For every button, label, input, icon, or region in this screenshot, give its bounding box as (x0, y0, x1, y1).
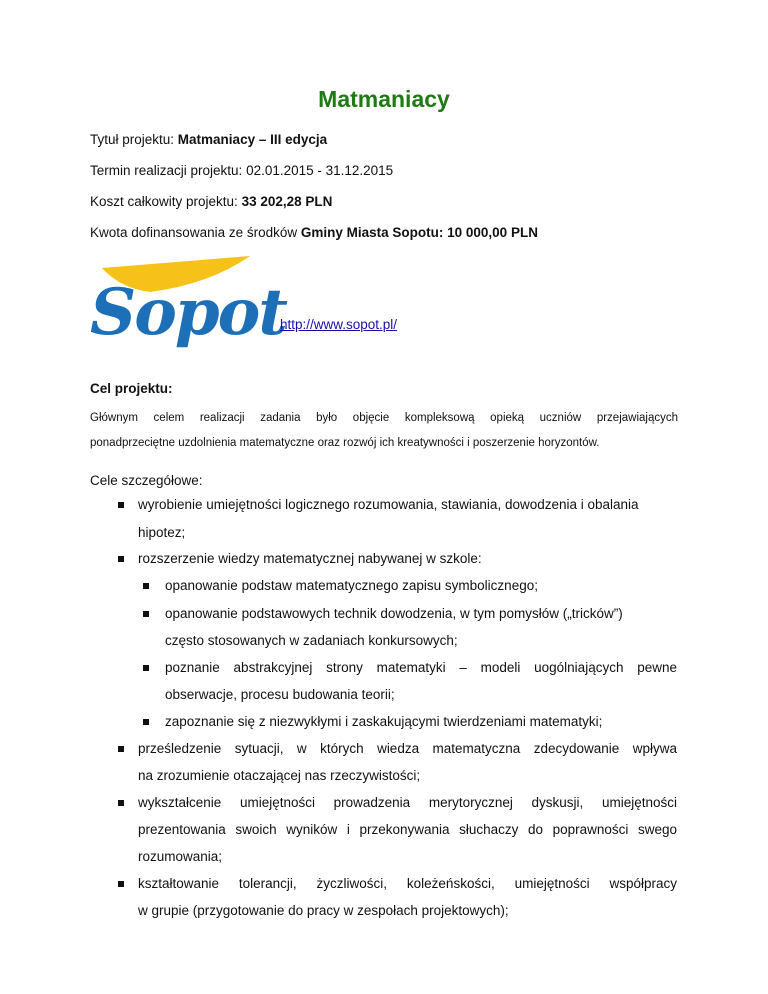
bullet-marker (118, 800, 124, 806)
funding-value: Gminy Miasta Sopotu: 10 000,00 PLN (300, 225, 538, 240)
sopot-logo (90, 254, 286, 350)
goal-heading: Cel projektu: (90, 381, 173, 396)
project-title-value: Matmaniacy – III edycja (177, 132, 328, 147)
list-item-continuation: na zrozumienie otaczającej nas rzeczywistości; (138, 768, 421, 783)
project-title-line (90, 132, 327, 147)
list-item: kształtowanie tolerancji, życzliwości, koleżeńskości, umiejętności współpracy (138, 876, 677, 891)
project-title-label: Tytuł projektu: (90, 132, 178, 147)
term-value: 02.01.2015 - 31.12.2015 (246, 163, 394, 178)
page-title: Matmaniacy (318, 86, 450, 112)
sub-list-item: zapoznanie się z niezwykłymi i zaskakującymi twierdzeniami matematyki; (165, 714, 603, 729)
sub-bullet-marker (143, 719, 149, 725)
goal-paragraph-line-1: Głównym celem realizacji zadania było objęcie kompleksową opieką uczniów przejawiających (90, 412, 678, 424)
list-item-continuation: rozumowania; (138, 849, 223, 864)
sub-bullet-marker (143, 611, 149, 617)
list-item: rozszerzenie wiedzy matematycznej nabywanej w szkole: (138, 551, 482, 566)
sub-list-item-continuation: obserwacje, procesu budowania teorii; (165, 687, 395, 702)
svg-text:Sopot: Sopot (90, 275, 286, 350)
list-item: wykształcenie umiejętności prowadzenia merytorycznej dyskusji, umiejętności (138, 795, 677, 810)
bullet-marker (118, 881, 124, 887)
cost-line (90, 194, 332, 209)
sub-list-item: opanowanie podstawowych technik dowodzenia, w tym pomysłów („tricków”) (165, 606, 623, 621)
bullet-marker (118, 746, 124, 752)
list-item-continuation: w grupie (przygotowanie do pracy w zespołach projektowych); (138, 903, 509, 918)
sub-bullet-marker (143, 583, 149, 589)
list-item-continuation: prezentowania swoich wyników i przekonywania słuchaczy do poprawności swego (138, 822, 677, 837)
detailed-goals-heading: Cele szczegółowe: (90, 473, 203, 488)
term-line (90, 163, 393, 178)
sopot-link[interactable]: http://www.sopot.pl/ (280, 317, 398, 332)
cost-label: Koszt całkowity projektu: (90, 194, 242, 209)
bullet-marker (118, 556, 124, 562)
list-item: prześledzenie sytuacji, w których wiedza matematyczna zdecydowanie wpływa (138, 741, 677, 756)
funding-line (90, 225, 538, 240)
list-item-continuation: hipotez; (138, 525, 186, 540)
sub-list-item: opanowanie podstaw matematycznego zapisu symbolicznego; (165, 578, 538, 593)
cost-value: 33 202,28 PLN (241, 194, 333, 209)
list-item: wyrobienie umiejętności logicznego rozumowania, stawiania, dowodzenia i obalania (138, 497, 639, 512)
sub-list-item: poznanie abstrakcyjnej strony matematyki – modeli uogólniających pewne (165, 660, 677, 675)
sub-list-item-continuation: często stosowanych w zadaniach konkursowych; (165, 633, 458, 648)
sub-bullet-marker (143, 665, 149, 671)
funding-label: Kwota dofinansowania ze środków (90, 225, 301, 240)
bullet-marker (118, 502, 124, 508)
goal-paragraph-line-2: ponadprzeciętne uzdolnienia matematyczne oraz rozwój ich kreatywności i poszerzenie horyzontów. (90, 437, 600, 449)
term-label: Termin realizacji projektu: (90, 163, 247, 178)
